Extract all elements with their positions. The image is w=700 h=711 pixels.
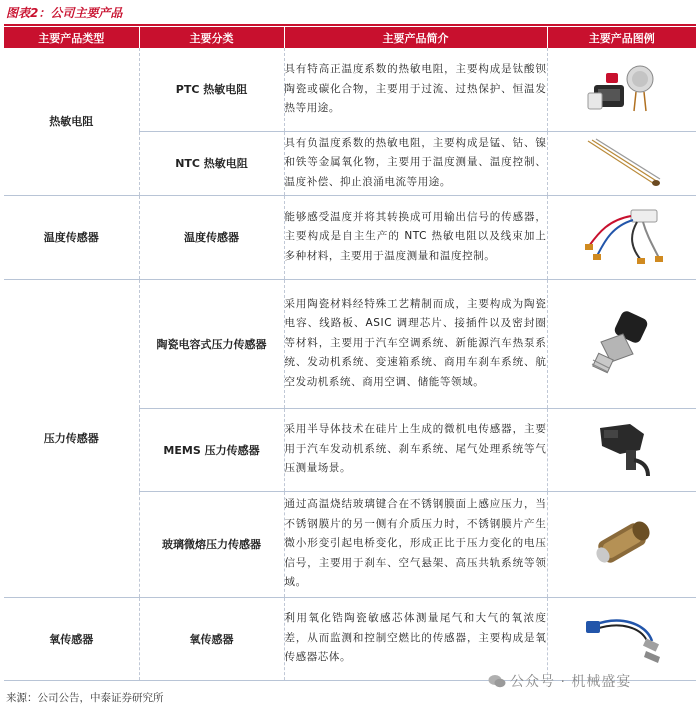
table-row [4, 195, 696, 279]
watermark [488, 671, 631, 691]
product-type-temperature-sensor: 温度传感器 [4, 195, 139, 279]
description-mems-pressure-sensor: 采用半导体技术在硅片上生成的微机电传感器，主要用于汽车发动机系统、刹车系统、尾气处理系统等气压测量场景。 [284, 408, 547, 491]
table-row [4, 48, 696, 131]
table-row [4, 279, 696, 408]
description-temperature-sensor: 能够感受温度并将其转换成可用输出信号的传感器，主要构成是自主生产的 NTC 热敏电阻以及线束加上多种材料，主要用于温度测量和温度控制。 [284, 195, 547, 279]
table-row [4, 597, 696, 680]
title-rule [4, 24, 696, 26]
source-note: 来源：公司公告，中泰证券研究所 [6, 692, 164, 704]
product-type-pressure-sensor: 压力传感器 [4, 279, 139, 597]
header-description: 主要产品简介 [284, 27, 547, 48]
category-glass-pressure-sensor: 玻璃微熔压力传感器 [139, 491, 284, 597]
products-table [4, 27, 696, 681]
temperature-sensor-icon [579, 206, 665, 268]
watermark-text: 公众号 · 机械盛宴 [510, 674, 632, 690]
category-mems-pressure-sensor: MEMS 压力传感器 [139, 408, 284, 491]
category-ceramic-pressure-sensor: 陶瓷电容式压力传感器 [139, 279, 284, 408]
header-illustration: 主要产品图例 [547, 27, 696, 48]
header-product-type: 主要产品类型 [4, 27, 139, 48]
description-ceramic-pressure-sensor: 采用陶瓷材料经特殊工艺精制而成，主要构成为陶瓷电容、线路板、ASIC 调理芯片、接插件以及密封圈等材料，主要用于汽车空调系统、新能源汽车热泵系统、发动机系统、变速箱系统、商用车刹车系统、航空发动机系统、商用空调、储能等领域。 [284, 279, 547, 408]
table-header-row [4, 27, 696, 48]
figure-title: 图表2：公司主要产品 [6, 6, 123, 20]
description-ptc: 具有特高正温度系数的热敏电阻，主要构成是钛酸钡陶瓷或碳化合物，主要用于过流、过热保护、恒温发热等用途。 [284, 48, 547, 131]
ceramic-pressure-sensor-icon [587, 308, 657, 380]
mems-pressure-sensor-icon [590, 420, 654, 480]
description-ntc: 具有负温度系数的热敏电阻，主要构成是锰、钴、镍和铁等金属氧化物，主要用于温度测量、温度控制、温度补偿、抑止浪涌电流等用途。 [284, 131, 547, 195]
category-oxygen-sensor: 氧传感器 [139, 597, 284, 680]
wechat-icon [488, 674, 506, 688]
category-ntc: NTC 热敏电阻 [139, 131, 284, 195]
category-ptc: PTC 热敏电阻 [139, 48, 284, 131]
ptc-thermistor-icon [582, 59, 662, 119]
description-glass-pressure-sensor: 通过高温烧结玻璃键合在不锈钢膜面上感应压力，当不锈钢膜片的另一侧有介质压力时，不锈钢膜片产生微小形变引起电桥变化，形成正比于压力变化的电压信号，主要用于刹车、空气悬架、高压共轨系统等领域。 [284, 491, 547, 597]
description-oxygen-sensor: 利用氧化锆陶瓷敏感芯体测量尾气和大气的氧浓度差，从而监测和控制空燃比的传感器，主要构成是氧传感器芯体。 [284, 597, 547, 680]
product-type-oxygen-sensor: 氧传感器 [4, 597, 139, 680]
category-temperature-sensor: 温度传感器 [139, 195, 284, 279]
oxygen-sensor-icon [580, 611, 664, 667]
glass-pressure-sensor-icon [585, 513, 659, 575]
header-category: 主要分类 [139, 27, 284, 48]
product-type-thermistor: 热敏电阻 [4, 48, 139, 195]
ntc-thermistor-icon [580, 135, 664, 191]
